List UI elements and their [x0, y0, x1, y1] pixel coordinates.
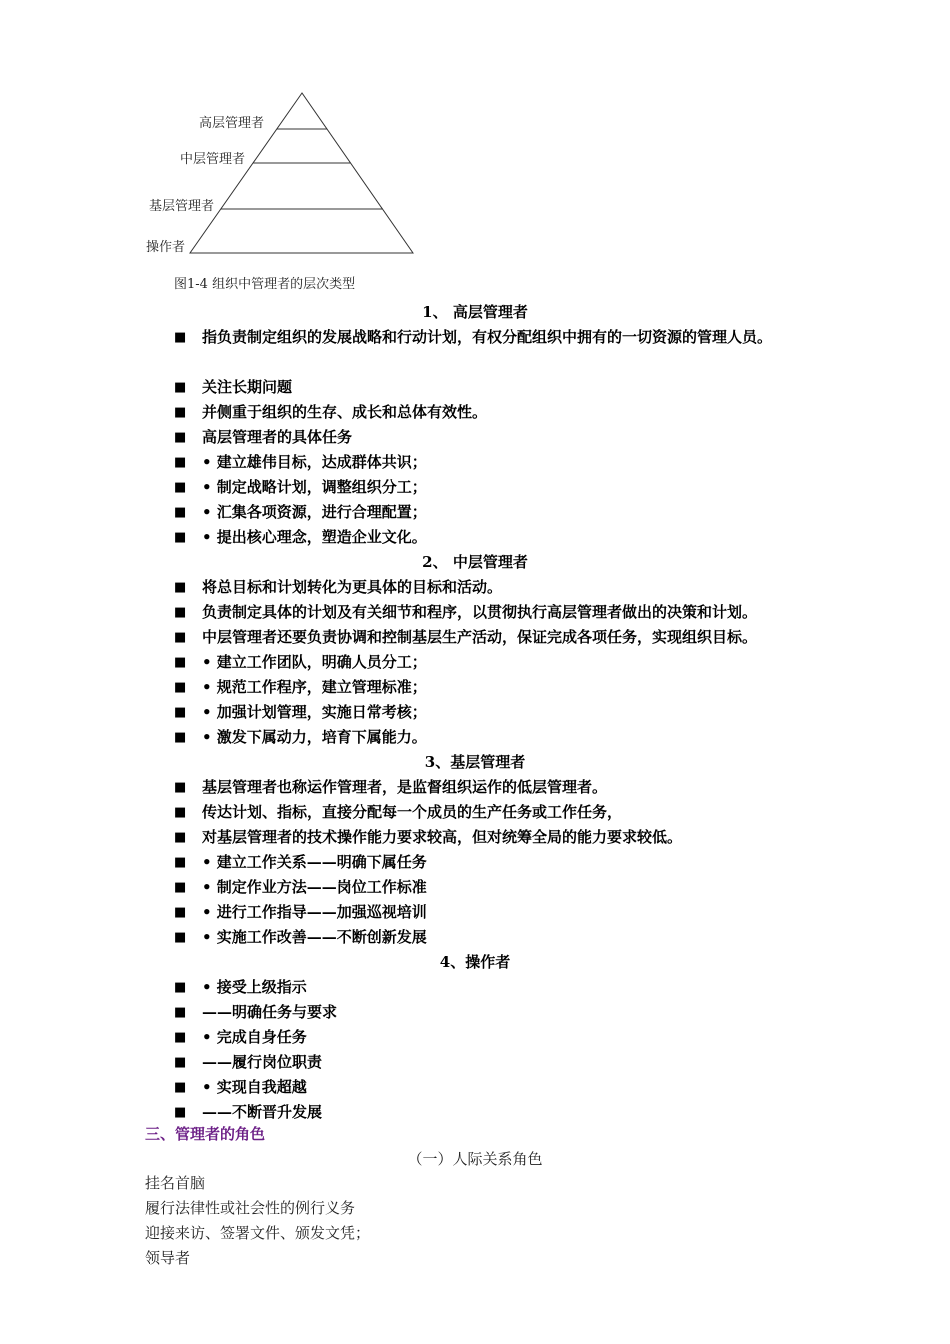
list-item-text: • 实现自我超越 [202, 1078, 307, 1096]
bullet-square-icon: ■ [174, 830, 187, 845]
list-item [174, 425, 824, 450]
section-heading: 4、操作者 [439, 953, 511, 971]
pyramid-label-base: 基层管理者 [149, 199, 215, 214]
list-item-text: • 制定作业方法——岗位工作标准 [202, 878, 427, 896]
bullet-square-icon: ■ [174, 805, 187, 820]
list-item-text: • 规范工作程序，建立管理标准； [202, 678, 427, 696]
list-item-text: • 接受上级指示 [202, 978, 307, 996]
bullet-square-icon: ■ [174, 780, 187, 795]
list-item [174, 1075, 824, 1100]
list-item [174, 900, 824, 925]
list-item-text: • 汇集各项资源，进行合理配置； [202, 503, 427, 521]
list-item-text: 传达计划、指标，直接分配每一个成员的生产任务或工作任务， [202, 803, 623, 821]
list-item-text: ——不断晋升发展 [202, 1103, 323, 1121]
plain-line: 挂名首脑 [145, 1174, 206, 1192]
bullet-square-icon: ■ [174, 1105, 187, 1120]
management-pyramid-diagram [140, 88, 420, 260]
list-item-text: • 进行工作指导——加强巡视培训 [202, 903, 427, 921]
list-item [174, 725, 824, 750]
list-item [174, 400, 824, 425]
list-item-text: • 建立雄伟目标，达成群体共识； [202, 453, 427, 471]
list-item [174, 875, 824, 900]
bullet-square-icon: ■ [174, 1080, 187, 1095]
bullet-square-icon: ■ [174, 1005, 187, 1020]
bullet-square-icon: ■ [174, 480, 187, 495]
bullet-square-icon: ■ [174, 530, 187, 545]
list-item [174, 850, 824, 875]
bullet-square-icon: ■ [174, 905, 187, 920]
bullet-square-icon: ■ [174, 455, 187, 470]
list-item [174, 800, 824, 825]
list-item [174, 525, 824, 550]
list-item [174, 1100, 824, 1125]
list-item [174, 600, 824, 625]
list-item-text: 并侧重于组织的生存、成长和总体有效性。 [202, 403, 488, 421]
bullet-square-icon: ■ [174, 580, 187, 595]
bullet-square-icon: ■ [174, 605, 187, 620]
list-item-text: 对基层管理者的技术操作能力要求较高，但对统筹全局的能力要求较低。 [202, 828, 683, 846]
section-title: 三、管理者的角色 [145, 1125, 266, 1143]
list-item-text: 将总目标和计划转化为更具体的目标和活动。 [202, 578, 503, 596]
bullet-square-icon: ■ [174, 505, 187, 520]
bullet-square-icon: ■ [174, 330, 187, 345]
list-item-text: • 激发下属动力，培育下属能力。 [202, 728, 427, 746]
list-item [174, 775, 824, 800]
list-item-text: ——履行岗位职责 [202, 1053, 323, 1071]
bullet-square-icon: ■ [174, 405, 187, 420]
list-item [174, 1025, 824, 1050]
list-item [174, 500, 824, 525]
list-item [174, 325, 824, 350]
list-item-text: • 制定战略计划，调整组织分工； [202, 478, 427, 496]
bullet-square-icon: ■ [174, 655, 187, 670]
plain-line: 迎接来访、签署文件、颁发文凭； [145, 1224, 371, 1242]
list-item [174, 450, 824, 475]
list-item-text: • 建立工作关系——明确下属任务 [202, 853, 427, 871]
list-item [174, 700, 824, 725]
bullet-square-icon: ■ [174, 855, 187, 870]
list-item [174, 1000, 824, 1025]
bullet-square-icon: ■ [174, 880, 187, 895]
bullet-square-icon: ■ [174, 730, 187, 745]
section-heading: 2、 中层管理者 [422, 553, 528, 571]
bullet-square-icon: ■ [174, 380, 187, 395]
list-item [174, 675, 824, 700]
pyramid-label-operator: 操作者 [146, 240, 186, 255]
figure-caption: 图1-4 组织中管理者的层次类型 [174, 277, 356, 292]
pyramid-label-top: 高层管理者 [199, 116, 265, 131]
list-item [174, 575, 824, 600]
list-item-text: • 实施工作改善——不断创新发展 [202, 928, 427, 946]
list-item-text: 基层管理者也称运作管理者，是监督组织运作的低层管理者。 [202, 778, 608, 796]
list-item [174, 975, 824, 1000]
bullet-square-icon: ■ [174, 680, 187, 695]
pyramid-label-middle: 中层管理者 [180, 152, 246, 167]
bullet-square-icon: ■ [174, 930, 187, 945]
bullet-square-icon: ■ [174, 1055, 187, 1070]
list-item [174, 1050, 824, 1075]
bullet-square-icon: ■ [174, 705, 187, 720]
plain-line: 领导者 [145, 1249, 191, 1267]
list-item [174, 650, 824, 675]
bullet-square-icon: ■ [174, 630, 187, 645]
list-item-text: ——明确任务与要求 [202, 1003, 338, 1021]
bullet-square-icon: ■ [174, 980, 187, 995]
list-item-text: • 完成自身任务 [202, 1028, 307, 1046]
list-item-text: 关注长期问题 [202, 378, 293, 396]
list-item-text: 指负责制定组织的发展战略和行动计划，有权分配组织中拥有的一切资源的管理人员。 [202, 328, 773, 346]
list-item-text: 中层管理者还要负责协调和控制基层生产活动，保证完成各项任务，实现组织目标。 [202, 628, 758, 646]
list-item [174, 625, 824, 650]
list-item [174, 475, 824, 500]
section-heading: 3、基层管理者 [424, 753, 526, 771]
bullet-square-icon: ■ [174, 430, 187, 445]
list-item [174, 825, 824, 850]
bullet-square-icon: ■ [174, 1030, 187, 1045]
list-item-text: • 提出核心理念，塑造企业文化。 [202, 528, 427, 546]
list-item-text: • 建立工作团队，明确人员分工； [202, 653, 427, 671]
sub-heading: （一）人际关系角色 [407, 1150, 543, 1168]
list-item-text: 高层管理者的具体任务 [202, 428, 353, 446]
list-item-text: 负责制定具体的计划及有关细节和程序，以贯彻执行高层管理者做出的决策和计划。 [202, 603, 758, 621]
list-item [174, 925, 824, 950]
section-heading: 1、 高层管理者 [422, 303, 528, 321]
plain-line: 履行法律性或社会性的例行义务 [145, 1199, 356, 1217]
list-item-text: • 加强计划管理，实施日常考核； [202, 703, 427, 721]
list-item [174, 375, 824, 400]
